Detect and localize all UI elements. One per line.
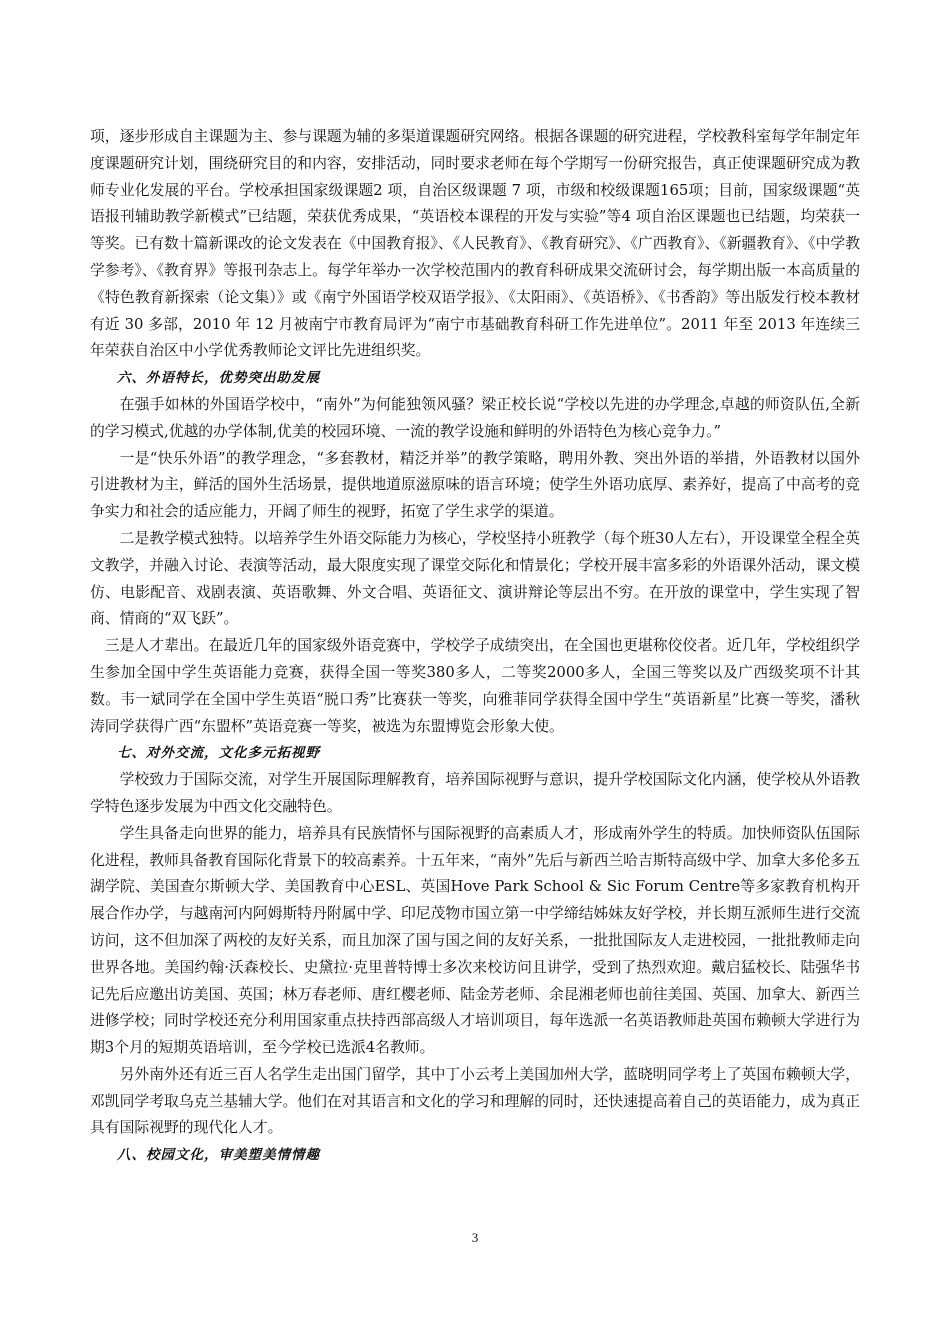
paragraph-competitiveness: 在强手如林的外国语学校中，“南外”为何能独领风骚？梁正校长说“学校以先进的办学理念,卓越的师资队伍,全新的学习模式,优越的办学体制,优美的校园环境、一流的教学设施和鲜明的外语特色为核心竞争力。” xyxy=(90,395,860,440)
paragraph-global-cooperation: 学生具备走向世界的能力，培养具有民族情怀与国际视野的高素质人才，形成南外学生的特质。加快师资队伍国际化进程，教师具备教育国际化背景下的较高素养。十五年来，“南外”先后与新西兰哈吉斯特高级中学、加拿大多伦多五湖学院、美国查尔斯顿大学、美国教育中心ESL、英国Hove Park School & Sic Forum Centre等多家教育机构开展合作办学，与越南河内阿姆斯特丹附属中学、印尼茂物市国立第一中学缔结姊妹友好学校，并长期互派师生进行交流访问，这不但加深了两校的友好关系，而且加深了国与国之间的友好关系，一批批国际友人走进校园，一批批教师走向世界各地。美国约翰·沃森校长、史黛拉·克里普特博士多次来校访问且讲学，受到了热烈欢迎。戴启猛校长、陆强华书记先后应邀出访美国、英国；林万春老师、唐红樱老师、陆金芳老师、余昆湘老师也前往美国、英国、加拿大、新西兰进修学校；同时学校还充分利用国家重点扶持西部高级人才培训项目，每年选派一名英语教师赴英国布赖顿大学进行为期3个月的短期英语培训，至今学校已选派4名教师。 xyxy=(90,824,860,1057)
section-heading-6: 六、外语特长，优势突出助发展 xyxy=(117,370,320,387)
page-number: 3 xyxy=(471,1230,479,1245)
paragraph-talent: 三是人才辈出。在最近几年的国家级外语竞赛中，学校学子成绩突出，在全国也更堪称佼佼者。近几年，学校组织学生参加全国中学生英语能力竞赛，获得全国一等奖380多人，二等奖2000多人，全国三等奖以及广西级奖项不计其数。韦一斌同学在全国中学生英语“脱口秀”比赛获一等奖，向雅菲同学获得全国中学生“英语新星”比赛一等奖，潘秋涛同学获得广西“东盟杯”英语竞赛一等奖，被选为东盟博览会形象大使。 xyxy=(90,637,860,735)
paragraph-international-exchange: 学校致力于国际交流，对学生开展国际理解教育，培养国际视野与意识，提升学校国际文化内涵，使学校从外语教学特色逐步发展为中西文化交融特色。 xyxy=(90,771,860,815)
document-body xyxy=(90,124,860,1169)
section-heading-8: 八、校园文化，审美塑美情情趣 xyxy=(117,1147,320,1164)
section-heading-7: 七、对外交流，文化多元拓视野 xyxy=(117,745,320,762)
paragraph-study-abroad: 另外南外还有近三百人名学生走出国门留学，其中丁小云考上美国加州大学，蓝晓明同学考上了英国布赖顿大学，邓凯同学考取乌克兰基辅大学。他们在对其语言和文化的学习和理解的同时，还快速提高着自己的英语能力，成为真正具有国际视野的现代化人才。 xyxy=(90,1065,860,1137)
paragraph-teaching-philosophy: 一是“快乐外语”的教学理念，“多套教材，精泛并举”的教学策略，聘用外教、突出外语的举措，外语教材以国外引进教材为主，鲜活的国外生活场景，提供地道原滋原味的语言环境；使学生外语功底厚、素养好，提高了中高考的竞争实力和社会的适应能力，开阔了师生的视野，拓宽了学生求学的渠道。 xyxy=(90,449,860,521)
paragraph-teaching-model: 二是教学模式独特。以培养学生外语交际能力为核心，学校坚持小班教学（每个班30人左右），开设课堂全程全英文教学，并融入讨论、表演等活动，最大限度实现了课堂交际化和情景化；学校开展丰富多彩的外语课外活动，课文模仿、电影配音、戏剧表演、英语歌舞、外文合唱、英语征文、演讲辩论等层出不穷。在开放的课堂中，学生实现了智商、情商的“双飞跃”。 xyxy=(90,529,860,628)
paragraph-research-projects: 项，逐步形成自主课题为主、参与课题为辅的多渠道课题研究网络。根据各课题的研究进程，学校教科室每学年制定年度课题研究计划，围绕研究目的和内容，安排活动，同时要求老师在每个学期写一份研究报告，真正使课题研究成为教师专业化发展的平台。学校承担国家级课题2 项，自治区级课题 7 项，市级和校级课题165项；目前，国家级课题“英语报刊辅助教学新模式”已结题，荣获优秀成果，“英语校本课程的开发与实验”等4 项自治区课题也已结题，均荣获一等奖。已有数十篇新课改的论文发表在《中国教育报》、《人民教育》、《教育研究》、《广西教育》、《新疆教育》、《中学教学参考》、《教育界》等报刊杂志上。每学年举办一次学校范围内的教育科研成果交流研讨会，每学期出版一本高质量的《特色教育新探索（论文集）》或《南宁外国语学校双语学报》、《太阳雨》、《英语桥》、《书香韵》等出版发行校本教材有近 30 多部，2010 年 12 月被南宁市教育局评为“南宁市基础教育科研工作先进单位”。2011 年至 2013 年连续三年荣获自治区中小学优秀教师论文评比先进组织奖。 xyxy=(90,128,860,360)
